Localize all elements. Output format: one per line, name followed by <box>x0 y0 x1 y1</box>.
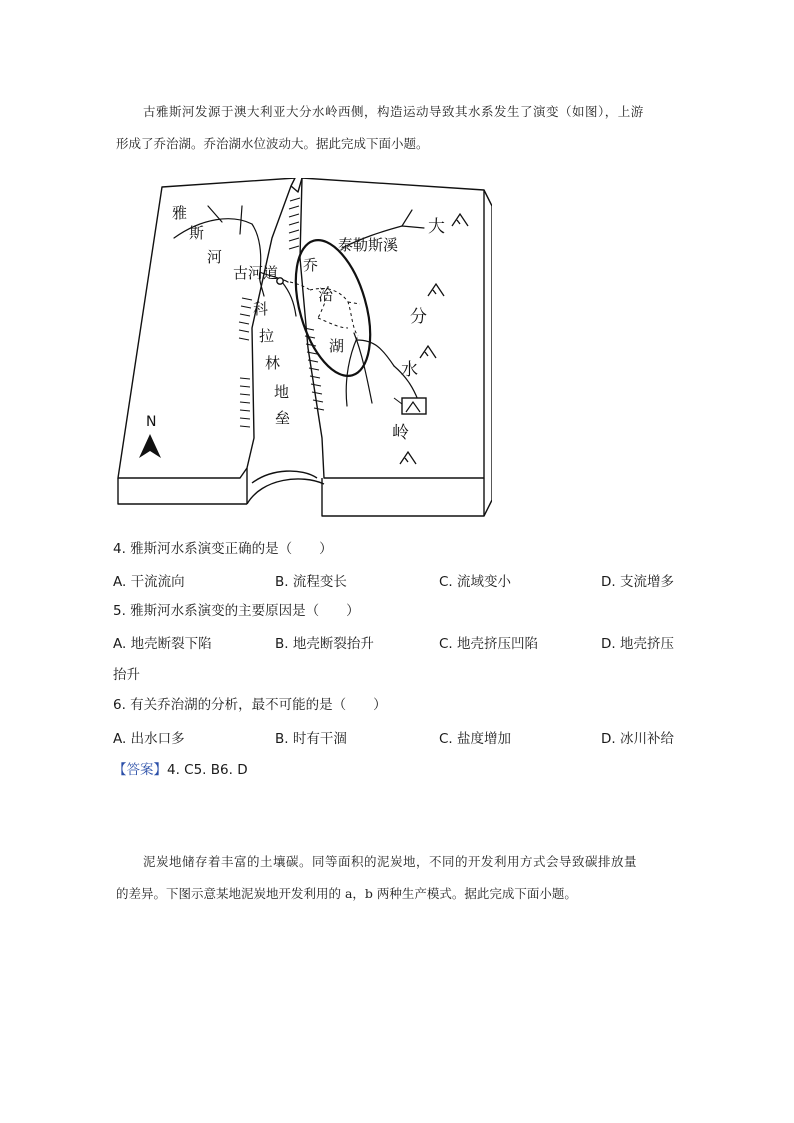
label-kela-la: 拉 <box>259 327 275 345</box>
label-kela-di: 地 <box>274 383 290 401</box>
option-c[interactable]: C. 盐度增加 <box>439 731 512 747</box>
geology-map-figure <box>112 178 492 523</box>
mountain-icons <box>400 214 468 464</box>
label-kela-lei: 垒 <box>275 409 291 427</box>
option-b[interactable]: B. 地壳断裂抬升 <box>275 636 374 652</box>
label-north: N <box>146 414 157 430</box>
label-yasi-ya: 雅 <box>172 204 188 222</box>
option-a[interactable]: A. 干流流向 <box>113 574 185 590</box>
intro-line: 泥炭地储存着丰富的土壤碳。同等面积的泥炭地，不同的开发利用方式会导致碳排放量 <box>143 854 638 869</box>
label-taylor-creek: 泰勒斯溪 <box>338 236 399 254</box>
question-6-options <box>113 727 683 747</box>
answer-line <box>113 758 248 778</box>
label-lake-hu: 湖 <box>329 337 345 355</box>
option-a[interactable]: A. 地壳断裂下陷 <box>113 636 212 652</box>
answer-text: 4. C5. B6. D <box>167 762 248 778</box>
option-d-wrap: 抬升 <box>113 667 140 683</box>
intro-paragraph-2 <box>116 846 676 910</box>
question-4-stem: 4. 雅斯河水系演变正确的是（ ） <box>113 541 333 557</box>
option-d[interactable]: D. 地壳挤压 <box>601 636 674 652</box>
question-5-options <box>113 632 683 652</box>
answer-tag: 【答案】 <box>113 762 167 778</box>
question-6-stem: 6. 有关乔治湖的分析，最不可能的是（ ） <box>113 697 387 713</box>
label-ridge-da: 大 <box>428 217 445 237</box>
intro-paragraph-1 <box>116 96 676 160</box>
block-diagram <box>112 178 492 523</box>
fault-hachures-right <box>289 198 324 410</box>
intro-line: 形成了乔治湖。乔治湖水位波动大。据此完成下面小题。 <box>116 136 429 151</box>
fault-hachures-left <box>239 298 252 427</box>
intro-line: 的差异。下图示意某地泥炭地开发利用的 a，b 两种生产模式。据此完成下面小题。 <box>116 886 577 901</box>
question-5-stem: 5. 雅斯河水系演变的主要原因是（ ） <box>113 603 360 619</box>
label-yasi-si: 斯 <box>189 224 205 242</box>
option-c[interactable]: C. 流域变小 <box>439 574 512 590</box>
north-arrow-icon <box>139 434 161 458</box>
option-b[interactable]: B. 时有干涸 <box>275 731 347 747</box>
ridge-box-icon <box>394 398 426 414</box>
label-old-river: 古河道 <box>233 264 279 282</box>
question-4-options <box>113 570 683 590</box>
label-ridge-shui: 水 <box>401 360 418 380</box>
label-lake-qiao: 乔 <box>303 256 319 274</box>
label-yasi-he: 河 <box>207 248 223 266</box>
option-d[interactable]: D. 冰川补给 <box>601 731 674 747</box>
label-kela-ke: 科 <box>253 300 269 318</box>
option-c[interactable]: C. 地壳挤压凹陷 <box>439 636 539 652</box>
label-ridge-ling: 岭 <box>392 423 409 443</box>
george-lake-outline <box>282 232 384 385</box>
label-kela-lin: 林 <box>265 354 281 372</box>
option-d[interactable]: D. 支流增多 <box>601 574 674 590</box>
option-a[interactable]: A. 出水口多 <box>113 731 185 747</box>
label-lake-zhi: 治 <box>318 286 334 304</box>
option-b[interactable]: B. 流程变长 <box>275 574 347 590</box>
label-ridge-fen: 分 <box>410 307 427 327</box>
intro-line: 古雅斯河发源于澳大利亚大分水岭西侧，构造运动导致其水系发生了演变（如图），上游 <box>143 104 644 119</box>
